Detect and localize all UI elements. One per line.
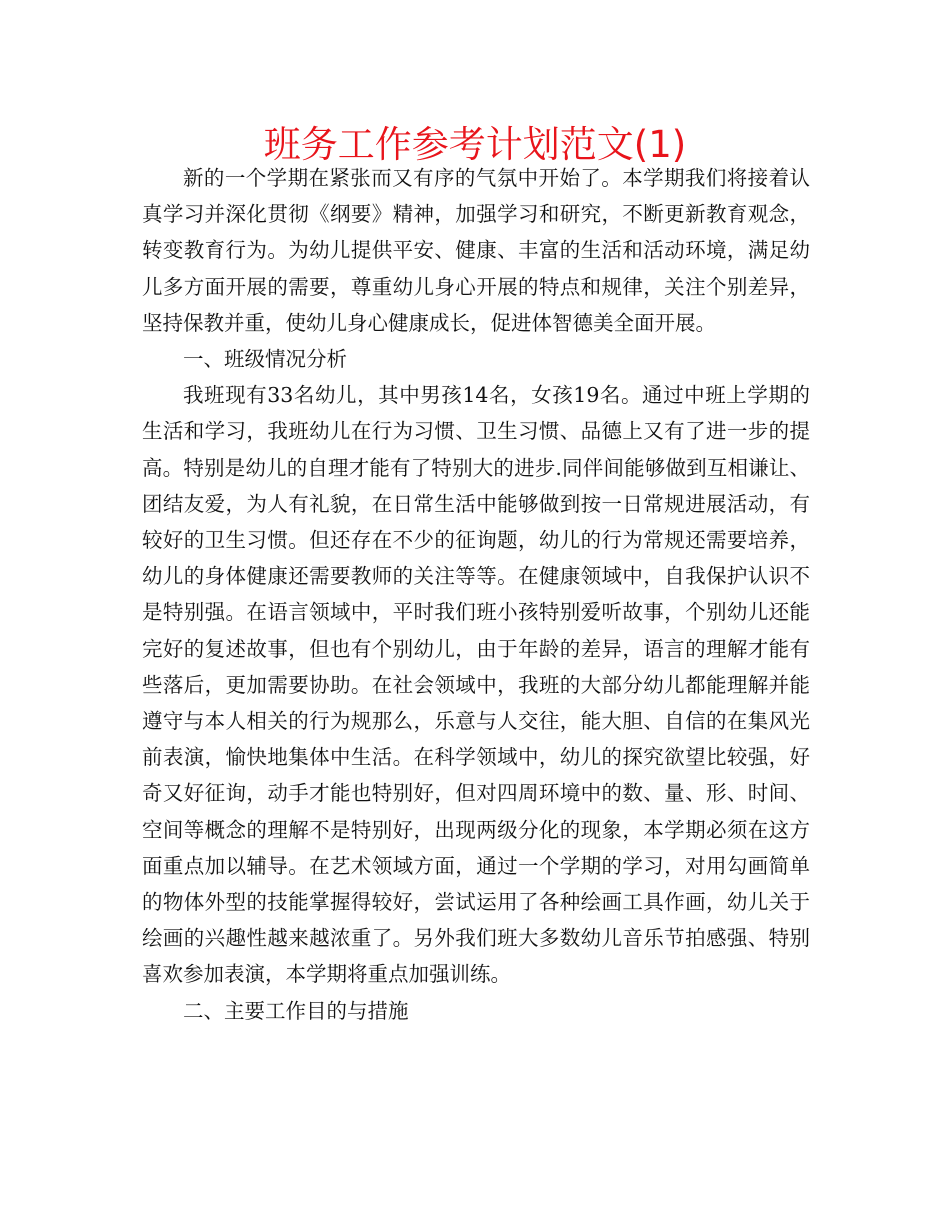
document-title: 班务工作参考计划范文(1) [263,123,687,166]
document-body [142,160,810,1029]
intro-paragraph: 新的一个学期在紧张而又有序的气氛中开始了。本学期我们将接着认真学习并深化贯彻《纲要》精神，加强学习和研究，不断更新教育观念，转变教育行为。为幼儿提供平安、健康、丰富的生活和活动环境，满足幼儿多方面开展的需要，尊重幼儿身心开展的特点和规律，关注个别差异，坚持保教并重，使幼儿身心健康成长，促进体智德美全面开展。 [142,166,810,335]
class-analysis-paragraph: 我班现有33名幼儿，其中男孩14名，女孩19名。通过中班上学期的生活和学习，我班幼儿在行为习惯、卫生习惯、品德上又有了进一步的提高。特别是幼儿的自理才能有了特别大的进步.同伴间能够做到互相谦让、团结友爱，为人有礼貌，在日常生活中能够做到按一日常规进展活动，有较好的卫生习惯。但还存在不少的征询题，幼儿的行为常规还需要培养，幼儿的身体健康还需要教师的关注等等。在健康领域中，自我保护认识不是特别强。在语言领域中，平时我们班小孩特别爱听故事，个别幼儿还能完好的复述故事，但也有个别幼儿，由于年龄的差异，语言的理解才能有些落后，更加需要协助。在社会领域中，我班的大部分幼儿都能理解并能遵守与本人相关的行为规那么，乐意与人交往，能大胆、自信的在集风光前表演，愉快地集体中生活。在科学领域中，幼儿的探究欲望比较强，好奇又好征询，动手才能也特别好，但对四周环境中的数、量、形、时间、空间等概念的理解不是特别好，出现两级分化的现象，本学期必须在这方面重点加以辅导。在艺术领域方面，通过一个学期的学习，对用勾画简单的物体外型的技能掌握得较好，尝试运用了各种绘画工具作画，幼儿关于绘画的兴趣性越来越浓重了。另外我们班大多数幼儿音乐节拍感强、特别喜欢参加表演，本学期将重点加强训练。 [142,383,810,987]
section-heading-goals-measures: 二、主要工作目的与措施 [183,998,409,1023]
section-heading-class-analysis: 一、班级情况分析 [183,347,347,372]
